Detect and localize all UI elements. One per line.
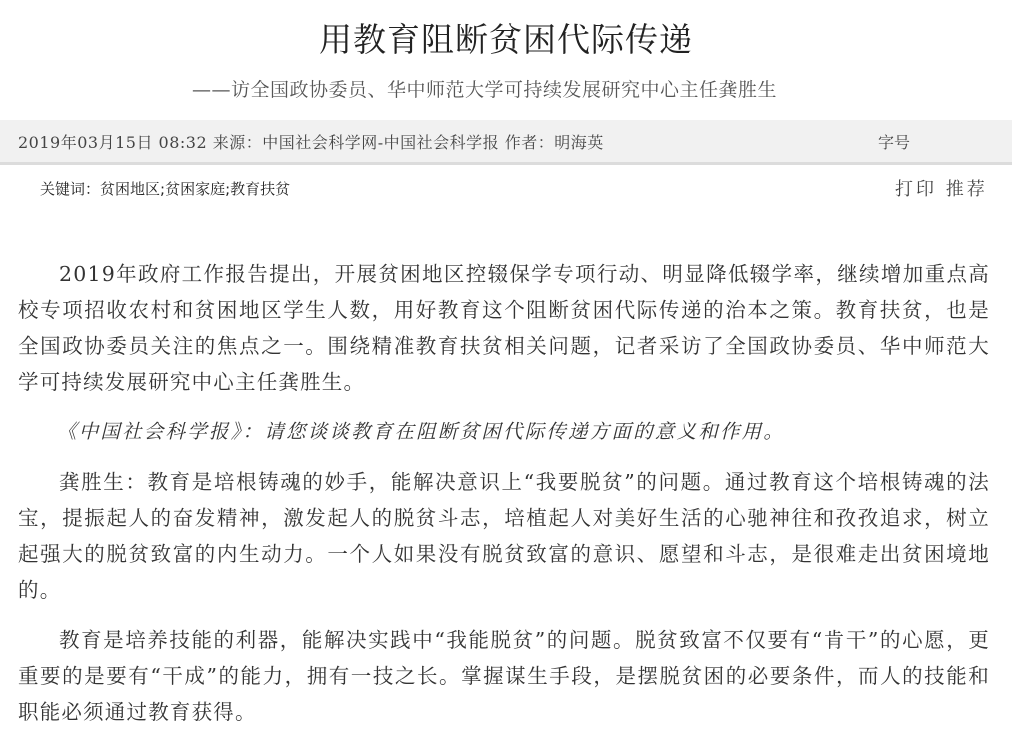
- source-label: 来源：: [212, 133, 263, 152]
- source-name: 中国社会科学网-中国社会科学报: [262, 133, 500, 152]
- author-label: 作者：: [504, 133, 555, 152]
- publish-datetime: 2019年03月15日 08:32: [18, 133, 208, 152]
- author-name: 明海英: [554, 133, 604, 152]
- keywords-label: 关键词：: [40, 180, 101, 198]
- font-size-button[interactable]: 字号: [878, 133, 911, 152]
- recommend-button[interactable]: 推荐: [945, 179, 988, 200]
- print-button[interactable]: 打印: [895, 179, 937, 200]
- article-paragraph: 2019年政府工作报告提出，开展贫困地区控辍保学专项行动、明显降低辍学率，继续增加重点高校专项招收农村和贫困地区学生人数，用好教育这个阻断贫困代际传递的治本之策。教育扶贫，也是全国政协委员关注的焦点之一。围绕精准教育扶贫相关问题，记者采访了全国政协委员、华中师范大学可持续发展研究中心主任龚胜生。: [18, 262, 990, 394]
- article-body: [18, 256, 990, 744]
- keyword-link[interactable]: 贫困家庭: [165, 180, 226, 198]
- article-paragraph: 龚胜生：教育是培根铸魂的妙手，能解决意识上“我要脱贫”的问题。通过教育这个培根铸魂的法宝，提振起人的奋发精神，激发起人的脱贫斗志，培植起人对美好生活的心驰神往和孜孜追求，树立起强大的脱贫致富的内生动力。一个人如果没有脱贫致富的意识、愿望和斗志，是很难走出贫困境地的。: [18, 470, 990, 602]
- article-paragraph: 教育是培养技能的利器，能解决实践中“我能脱贫”的问题。脱贫致富不仅要有“肯干”的心愿，更重要的是要有“干成”的能力，拥有一技之长。掌握谋生手段，是摆脱贫困的必要条件，而人的技能和职能必须通过教育获得。: [18, 628, 990, 724]
- interview-question: 《中国社会科学报》：请您谈谈教育在阻断贫困代际传递方面的意义和作用。: [57, 420, 786, 443]
- article-title: 用教育阻断贫困代际传递: [319, 20, 693, 59]
- article-actions: [895, 175, 988, 201]
- keyword-link[interactable]: 教育扶贫: [230, 180, 291, 198]
- keyword-link[interactable]: 贫困地区: [100, 180, 161, 198]
- keywords: 关键词：贫困地区;贫困家庭;教育扶贫: [40, 180, 291, 198]
- article-meta: [18, 130, 604, 153]
- article-subtitle: ——访全国政协委员、华中师范大学可持续发展研究中心主任龚胜生: [192, 79, 778, 101]
